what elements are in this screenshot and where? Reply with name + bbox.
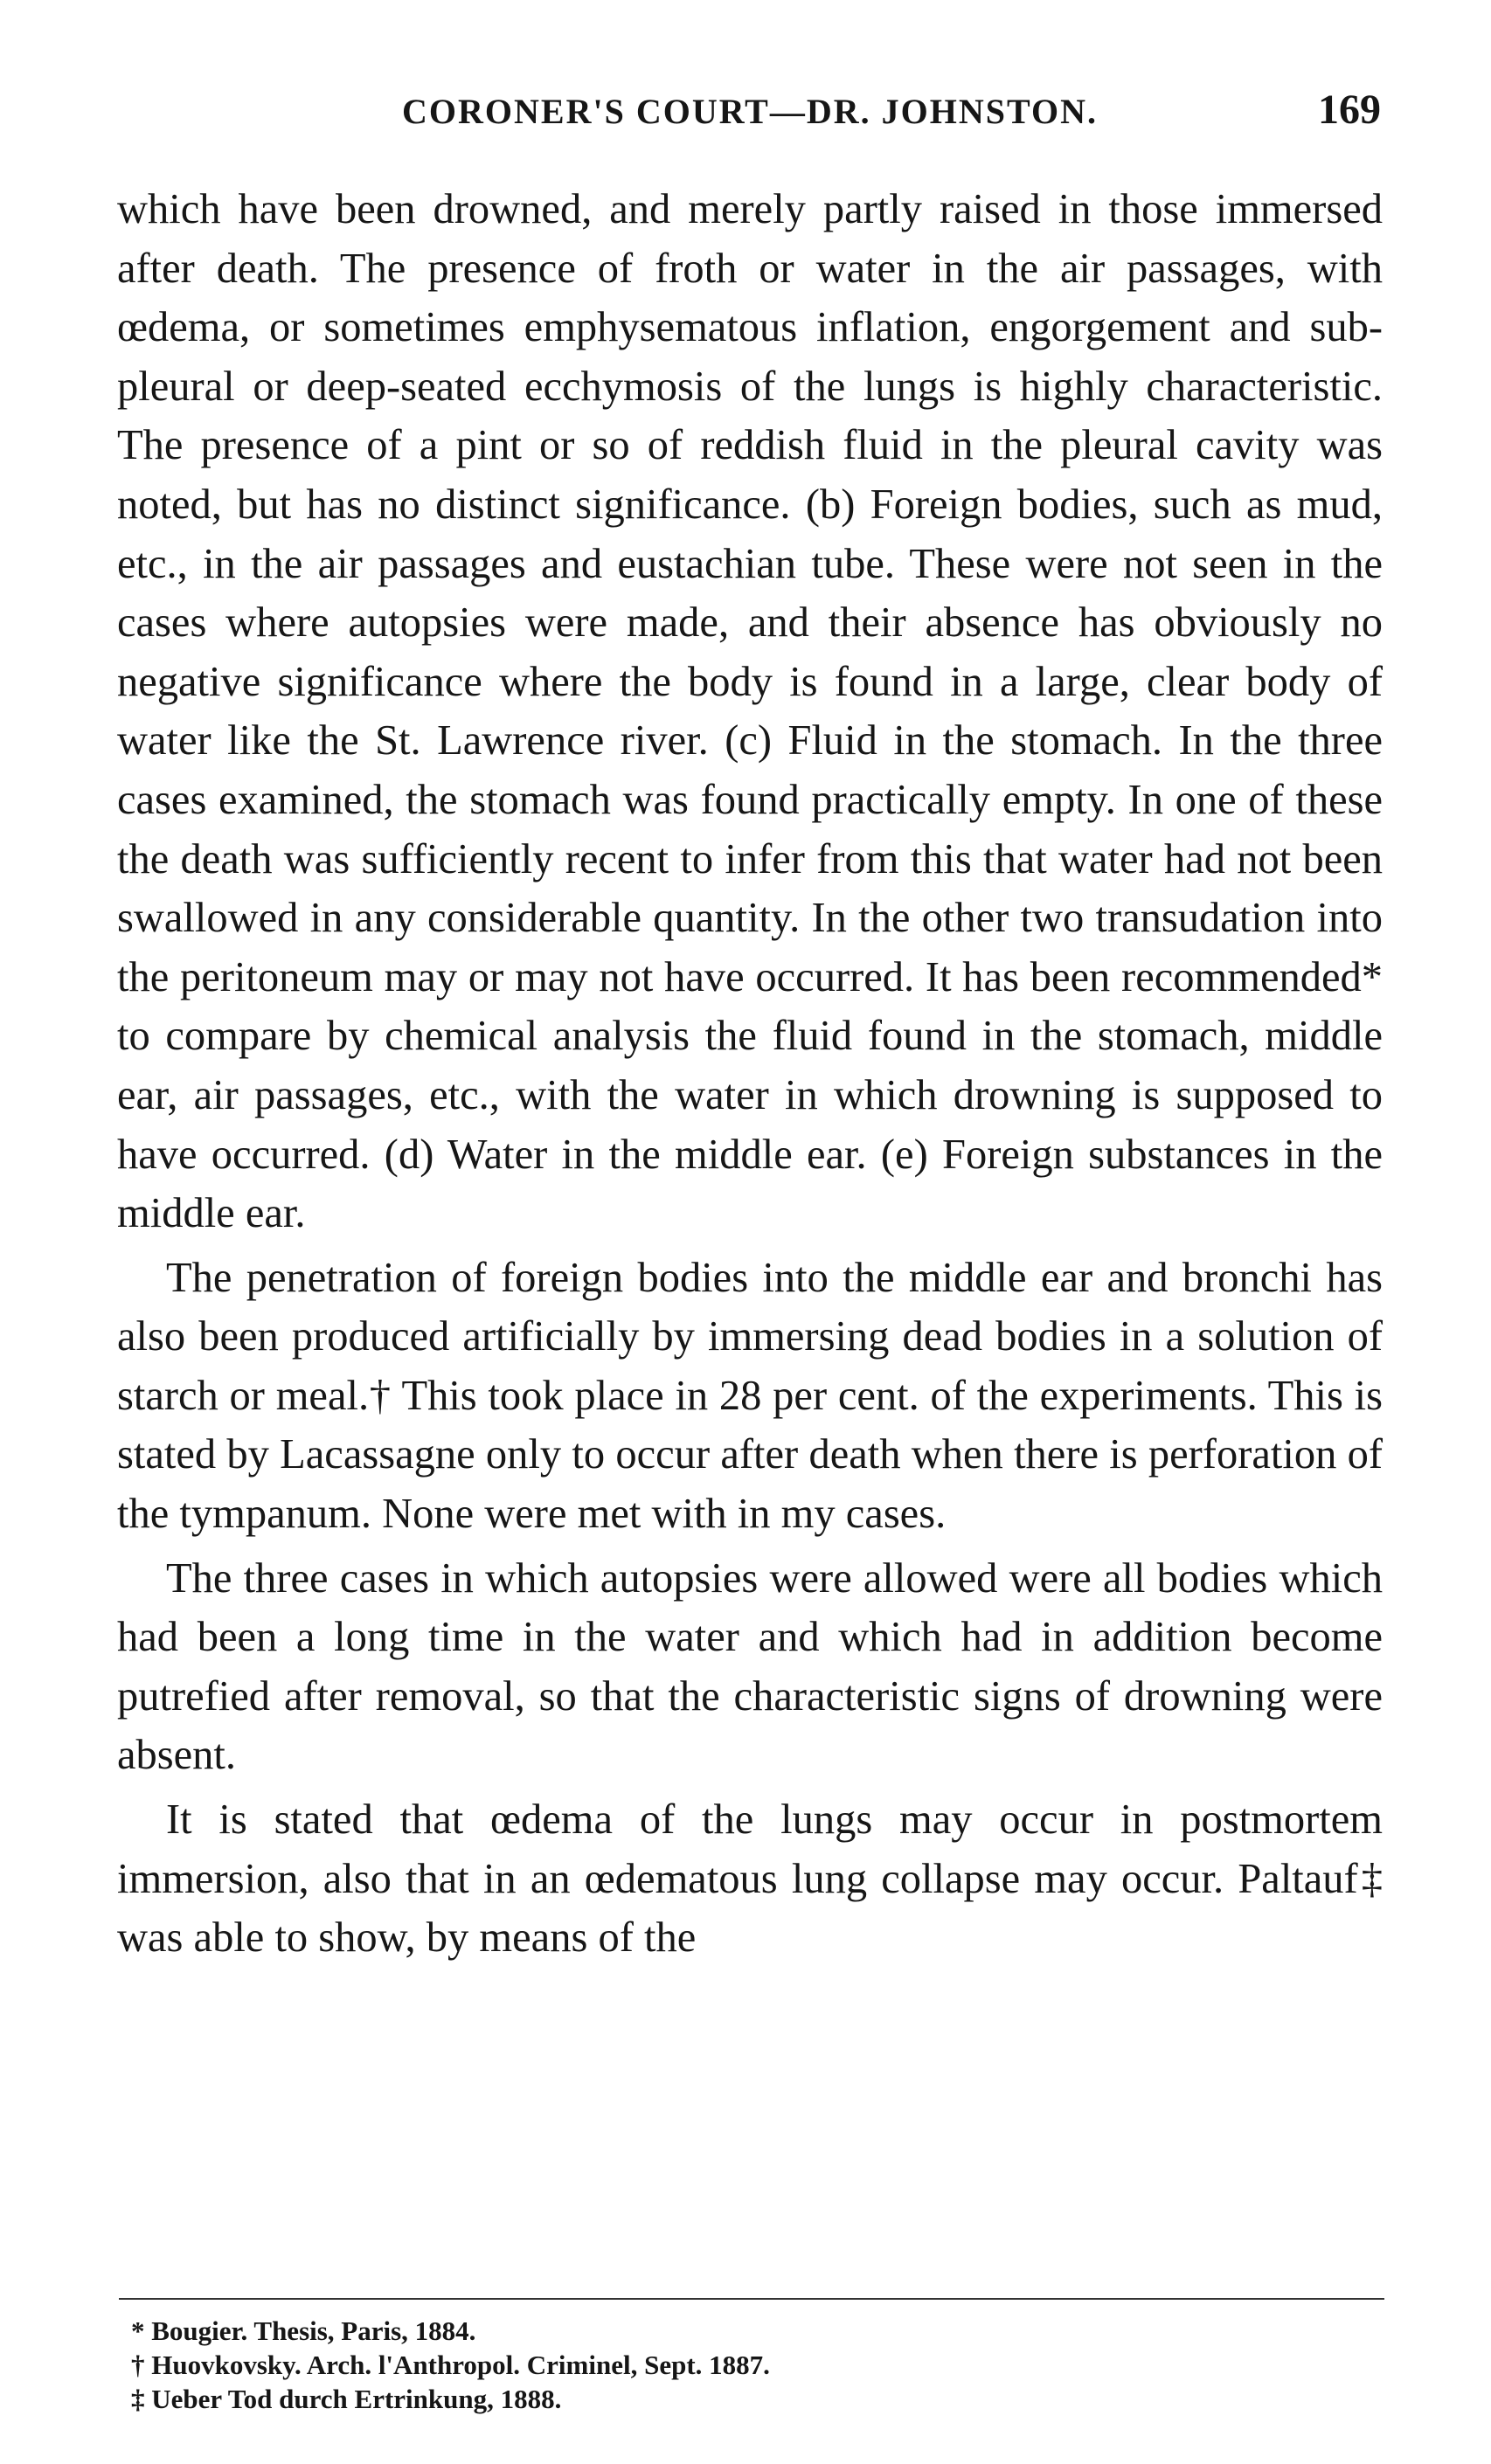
- body-text: [117, 180, 1383, 1968]
- paragraph-oedema: It is stated that œdema of the lungs may occur in postmortem immersion, also that in an œdematous lung collapse may occur. Paltauf‡ was able to show, by means of the: [117, 1796, 1383, 1962]
- footnote-divider: [119, 2298, 1384, 2300]
- running-title: CORONER'S COURT—DR. JOHNSTON.: [402, 92, 1098, 131]
- running-head: [114, 86, 1398, 147]
- footnote-item: ‡ Ueber Tod durch Ertrinkung, 1888.: [131, 2384, 562, 2414]
- page-number: 169: [1318, 87, 1381, 133]
- footnote-item: * Bougier. Thesis, Paris, 1884.: [131, 2315, 476, 2346]
- footnotes: [131, 2314, 1355, 2416]
- paragraph-foreign-bodies: The penetration of foreign bodies into the middle ear and bronchi has also been produced artificially by immersing dead bodies in a solution of starch or meal.† This took place in 28 per cent. of the experiments. This is stated by Lacassagne only to occur after death when there is perforation of the tympanum. None were met with in my cases.: [117, 1254, 1383, 1538]
- paragraph-continued: which have been drowned, and merely partly raised in those immersed after death. The presence of froth or water in the air passages, with œdema, or sometimes emphysematous inflation, engorgement and sub-pleural or deep-seated ecchymosis of the lungs is highly characteristic. The presence of a pint or so of reddish fluid in the pleural cavity was noted, but has no distinct significance. (b) Foreign bodies, such as mud, etc., in the air passages and eustachian tube. These were not seen in the cases where autopsies were made, and their absence has obviously no negative significance where the body is found in a large, clear body of water like the St. Lawrence river. (c) Fluid in the stomach. In the three cases examined, the stomach was found practically empty. In one of these the death was sufficiently recent to infer from this that water had not been swallowed in any considerable quantity. In the other two transudation into the peritoneum may or may not have occurred. It has been recommended* to compare by chemical analysis the fluid found in the stomach, middle ear, air passages, etc., with the water in which drowning is supposed to have occurred. (d) Water in the middle ear. (e) Foreign substances in the middle ear.: [117, 186, 1383, 1237]
- paragraph-autopsies: The three cases in which autopsies were allowed were all bodies which had been a long time in the water and which had in addition become putrefied after removal, so that the characteristic signs of drowning were absent.: [117, 1554, 1383, 1779]
- footnote-item: † Huovkovsky. Arch. l'Anthropol. Criminel, Sept. 1887.: [131, 2350, 770, 2380]
